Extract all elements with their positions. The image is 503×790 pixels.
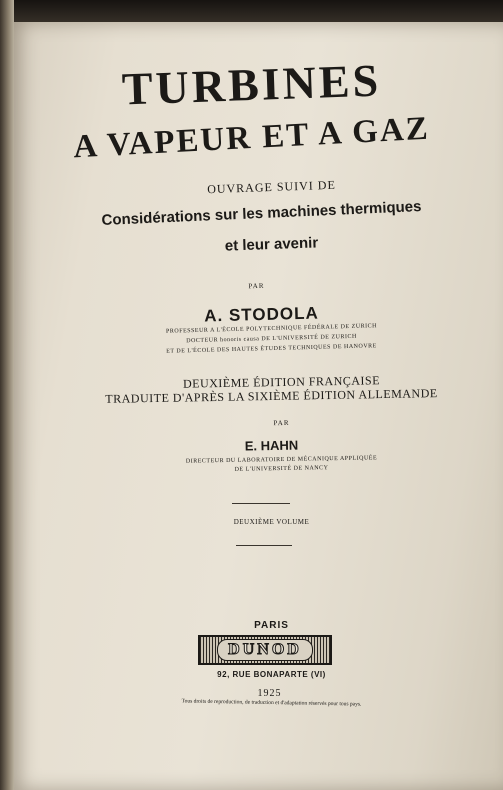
publisher-logo [198, 635, 332, 665]
edition-line: DEUXIÈME ÉDITION FRANÇAISE [182, 373, 381, 391]
subtitle-main: Considérations sur les machines thermiques [101, 198, 422, 229]
book-title: TURBINES [121, 54, 382, 115]
edition-line-2: TRADUITE D'APRÈS LA SIXIÈME ÉDITION ALLEMANDE [105, 386, 438, 406]
translator-credential: DIRECTEUR DU LABORATOIRE DE MÉCANIQUE APPLIQUÉE [185, 455, 378, 465]
publication-year: 1925 [257, 688, 282, 699]
author-name: A. STODOLA [203, 303, 319, 326]
divider-rule [232, 503, 290, 504]
publisher-name: DUNOD [228, 641, 302, 658]
divider-rule [236, 545, 292, 546]
par-author: PAR [248, 281, 265, 291]
rights-notice: Tous droits de reproduction, de traduction et d'adaptation réservés pour tous pays. [181, 698, 362, 708]
publisher-logo-plate [217, 639, 313, 661]
author-credential: PROFESSEUR A L'ÉCOLE POLYTECHNIQUE FÉDÉRALE DE ZURICH [165, 323, 378, 335]
subtitle-intro: OUVRAGE SUIVI DE [206, 177, 337, 197]
translator-credential: DE L'UNIVERSITÉ DE NANCY [234, 465, 329, 473]
book-title-line2: A VAPEUR ET A GAZ [72, 110, 431, 166]
translator-name: E. HAHN [244, 437, 299, 454]
volume-label: DEUXIÈME VOLUME [233, 518, 310, 526]
subtitle-main-2: et leur avenir [224, 234, 319, 255]
publisher-city: PARIS [254, 620, 289, 631]
author-credential: DOCTEUR honoris causa DE L'UNIVERSITÉ DE ZURICH [186, 333, 357, 345]
par-translator: PAR [273, 418, 290, 428]
publisher-address: 92, RUE BONAPARTE (VI) [217, 670, 326, 679]
author-credential: ET DE L'ÉCOLE DES HAUTES ÉTUDES TECHNIQUES DE HANOVRE [166, 343, 377, 355]
